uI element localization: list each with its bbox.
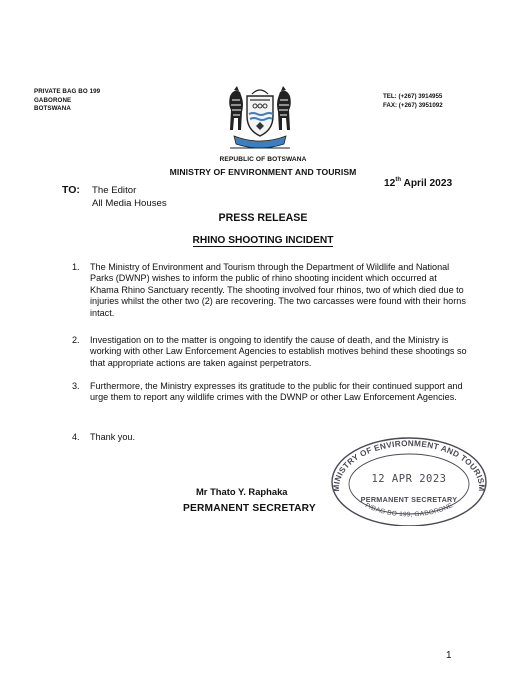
signatory-title: PERMANENT SECRETARY [183, 503, 316, 514]
recipient-lines [92, 185, 167, 210]
paragraph-number: 1. [72, 262, 80, 272]
fax: FAX: (+267) 3951092 [383, 101, 443, 109]
botswana-coat-of-arms-icon [220, 86, 300, 154]
stamp-ring-bottom [364, 502, 454, 519]
telephone: TEL: (+267) 3914955 [383, 93, 443, 100]
recipient-line: The Editor [92, 185, 137, 196]
stamp-date: 12 APR 2023 [371, 473, 447, 485]
contact-details [383, 93, 443, 110]
address-line: GABORONE [34, 96, 72, 104]
letter-date [384, 178, 452, 189]
stamp-ring-top-text: MINISTRY OF ENVIRONMENT AND TOURISM [331, 438, 487, 492]
date-day: 12 [384, 178, 396, 189]
paragraph-3 [72, 381, 467, 404]
paragraph-2 [72, 335, 467, 369]
page-number: 1 [446, 650, 452, 661]
paragraph-text: Furthermore, the Ministry expresses its gratitude to the public for their continued support and urge them to report any wildlife crimes with the DWNP or other Law Enforcement Agencies. [90, 381, 463, 403]
sender-address [34, 88, 100, 114]
official-stamp [329, 434, 489, 526]
paragraph-number: 2. [72, 335, 80, 345]
ministry-heading: MINISTRY OF ENVIRONMENT AND TOURISM [169, 167, 357, 177]
paragraph-number: 4. [72, 432, 80, 442]
paragraph-text: Investigation on to the matter is ongoing to identify the cause of death, and the Ministry is working with other Law Enforcement Agencies to establish motives behind these shootings so that appropriate actions are taken against perpetrators. [90, 335, 467, 368]
document-subtitle [0, 235, 526, 246]
address-line: BOTSWANA [34, 105, 71, 113]
signatory-name: Mr Thato Y. Raphaka [196, 486, 288, 497]
paragraph-1 [72, 262, 467, 319]
paragraph-number: 3. [72, 381, 80, 391]
recipient-label: TO: [62, 184, 80, 196]
recipient-line: All Media Houses [92, 197, 167, 209]
document-title: PRESS RELEASE [218, 212, 308, 224]
stamp-ring-bottom-text: P/BAG BO 199, GABORONE [363, 502, 455, 519]
republic-heading: REPUBLIC OF BOTSWANA [219, 156, 307, 163]
subtitle-text: RHINO SHOOTING INCIDENT [192, 235, 334, 246]
stamp-role: PERMANENT SECRETARY [360, 495, 458, 504]
date-rest: April 2023 [403, 178, 453, 189]
paragraph-text: The Ministry of Environment and Tourism through the Department of Wildlife and National Parks (DWNP) wishes to inform the public of rhino shooting incident which occurred at Khama Rhino Sanctuary recently. The shooting involved four rhinos, two of which died due to injuries whilst the other two (2) are recovering. The two carcasses were found with their horns intact. [90, 262, 466, 318]
address-line: PRIVATE BAG BO 199 [34, 88, 101, 95]
paragraph-text: Thank you. [90, 432, 135, 442]
date-suffix: th [395, 177, 402, 183]
